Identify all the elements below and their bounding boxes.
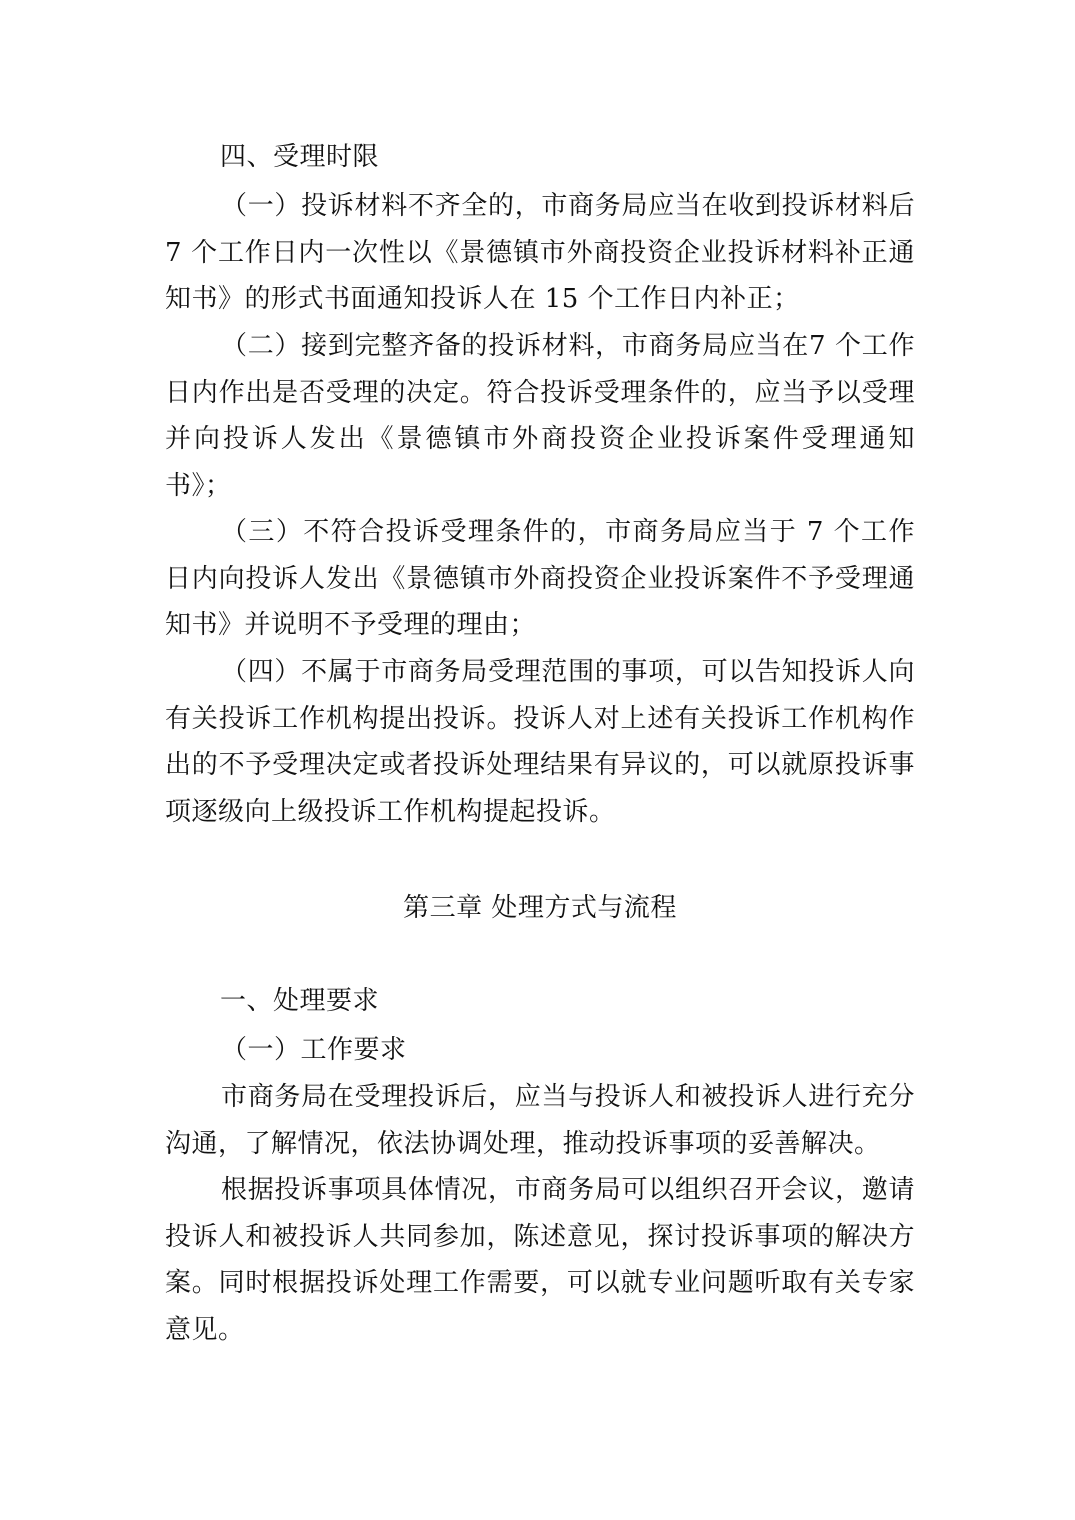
section-heading-acceptance-deadline: 四、受理时限: [220, 142, 380, 172]
paragraph-acceptance-3: （三）不符合投诉受理条件的，市商务局应当于 7 个工作日内向投诉人发出《景德镇市外商投资企业投诉案件不予受理通知书》并说明不予受理的理由；: [165, 517, 915, 640]
subheading-work-requirements: （一）工作要求: [221, 1035, 407, 1065]
paragraph-handling-2: 根据投诉事项具体情况，市商务局可以组织召开会议，邀请投诉人和被投诉人共同参加，陈述意见，探讨投诉事项的解决方案。同时根据投诉处理工作需要，可以就专业问题听取有关专家意见。: [165, 1175, 915, 1345]
paragraph-acceptance-2: （二）接到完整齐备的投诉材料，市商务局应当在7 个工作日内作出是否受理的决定。符合投诉受理条件的，应当予以受理并向投诉人发出《景德镇市外商投资企业投诉案件受理通知书》；: [165, 331, 915, 501]
section-heading-handling-requirements: 一、处理要求: [220, 986, 380, 1016]
chapter-title: 第三章 处理方式与流程: [403, 893, 677, 923]
paragraph-acceptance-4: （四）不属于市商务局受理范围的事项，可以告知投诉人向有关投诉工作机构提出投诉。投诉人对上述有关投诉工作机构作出的不予受理决定或者投诉处理结果有异议的，可以就原投诉事项逐级向上级投诉工作机构提起投诉。: [165, 657, 915, 827]
paragraph-handling-1: 市商务局在受理投诉后，应当与投诉人和被投诉人进行充分沟通，了解情况，依法协调处理，推动投诉事项的妥善解决。: [165, 1082, 915, 1159]
paragraph-acceptance-1: （一）投诉材料不齐全的，市商务局应当在收到投诉材料后 7 个工作日内一次性以《景德镇市外商投资企业投诉材料补正通知书》的形式书面通知投诉人在 15 个工作日内补正；: [165, 191, 915, 314]
